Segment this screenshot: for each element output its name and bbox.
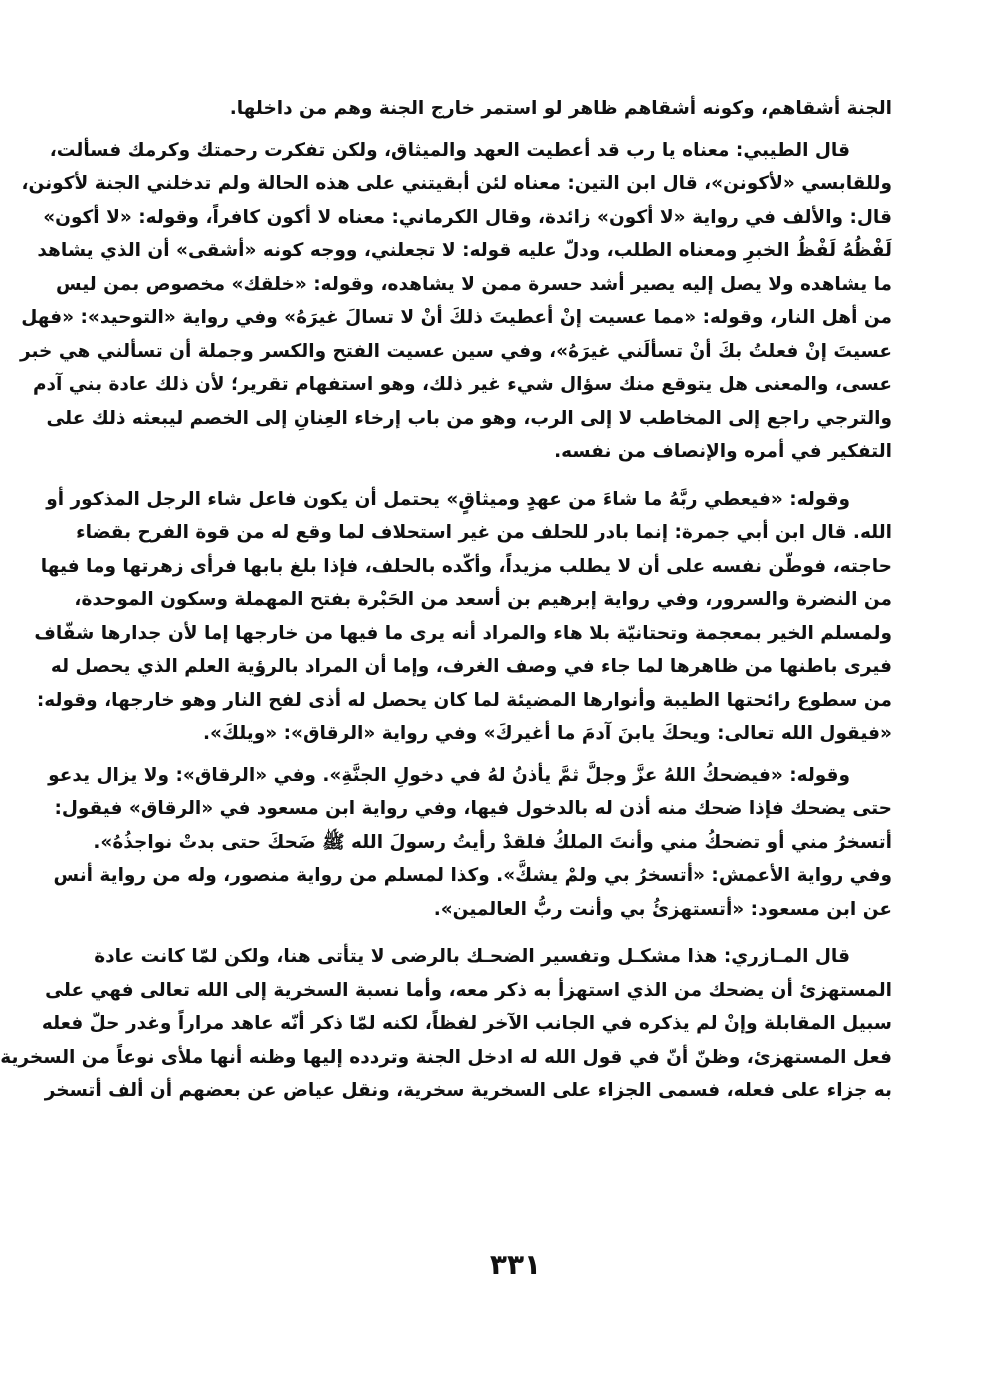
text-line: وفي رواية الأعمش: «أتسخرُ بي ولمْ يشكَّ». وكذا لمسلم من رواية منصور، وله من رواية أنس [53, 865, 892, 886]
paragraph-5 [0, 940, 892, 1108]
text-line: سبيل المقابلة وإنْ لم يذكره في الجانب الآخر لفظاً، لكنه لمّا ذكر أنّه عاهد مراراً وغدر حلّ فعله [41, 1013, 892, 1034]
text-line: وقوله: «فيعطي ربَّهُ ما شاءَ من عهدٍ وميثاقٍ» يحتمل أن يكون فاعل شاء الرجل المذكور أو [46, 488, 850, 510]
text-line: الله. قال ابن أبي جمرة: إنما بادر للحلف من غير استحلاف لما وقع له من قوة الفرح بقضاء [76, 522, 892, 543]
text-line: فعل المستهزئ، وظنّ أنّ في قول الله له ادخل الجنة وتردده إليها وظنه أنها ملأى نوعاً من السخرية [0, 1046, 892, 1068]
paragraph-4 [48, 759, 892, 927]
text-line: الجنة أشقاهم، وكونه أشقاهم ظاهر لو استمر خارج الجنة وهم من داخلها. [229, 98, 892, 119]
text-line: عسيتَ إنْ فعلتُ بكَ أنْ تسألَني غيرَهُ»، وفي سين عسيت الفتح والكسر وجملة أن تسألني هي خبر [19, 340, 892, 362]
text-line: حتى يضحك فإذا ضحك منه أذن له بالدخول فيها، وفي رواية ابن مسعود في «الرقاق» فيقول: [54, 798, 892, 819]
text-line: ما يشاهده ولا يصل إليه يصير أشد حسرة ممن لا يشاهده، وقوله: «خلقك» مخصوص بمن ليس [56, 273, 892, 295]
text-line: من النضرة والسرور، وفي رواية إبرهيم بن أسعد من الحَبْرة بفتح المهملة وسكون الموحدة، [74, 589, 892, 610]
text-line: قال المـازري: هذا مشكـل وتفسير الضحـك بالرضى لا يتأتى هنا، ولكن لمّا كانت عادة [94, 946, 850, 967]
text-line: فيرى باطنها من ظاهرها لما جاء في وصف الغرف، وإما أن المراد بالرؤية العلم الذي يحصل له [50, 656, 892, 677]
text-line: وقوله: «فيضحكُ اللهُ عزَّ وجلَّ ثمَّ يأذنُ لهُ في دخولِ الجنَّةِ». وفي «الرقاق»: ولا يزال يدعو [48, 764, 850, 786]
page-number: ٣٣١ [489, 1248, 542, 1281]
text-line: لَفْظُهُ لَفْظُ الخبرِ ومعناه الطلب، ودلّ عليه قوله: لا تجعلني، ووجه كونه «أشقى» أن الذي يشاهد [37, 240, 892, 261]
text-line: به جزاء على فعله، فسمى الجزاء على السخرية سخرية، ونقل عياض عن بعضهم أن ألف أتسخر [44, 1080, 892, 1101]
paragraph-3 [34, 483, 892, 751]
text-line: ولمسلم الخير بمعجمة وتحتانيّة بلا هاء والمراد أنه يرى ما فيها من خارجها إما لأن جدارها شفّاف [34, 622, 892, 644]
text-line: من سطوع رائحتها الطيبة وأنوارها المضيئة لما كان يحصل له أذى لفح النار وهو خارجها، وقوله: [36, 689, 892, 711]
text-line: المستهزئ أن يضحك من الذي استهزأ به ذكر معه، وأما نسبة السخرية إلى الله تعالى فهي على [45, 979, 892, 1001]
text-line: عن ابن مسعود: «أتستهزئُ بي وأنت ربُّ العالمين». [433, 898, 892, 920]
text-line: من أهل النار، وقوله: «مما عسيت إنْ أعطيتَ ذلكَ أنْ لا تسالَ غيرَهُ» وفي رواية «التوحيد»: «فهل [21, 307, 892, 328]
paragraph-1 [139, 92, 892, 126]
paragraph-2 [19, 134, 892, 469]
text-line: قال: والألف في رواية «لا أكون» زائدة، وقال الكرماني: معناه لا أكون كافراً، وقوله: «لا أكون» [43, 206, 892, 228]
text-line: «فيقول الله تعالى: ويحكَ يابنَ آدمَ ما أغيركَ» وفي رواية «الرقاق»: «ويلكَ». [203, 723, 892, 744]
text-line: أتسخرُ مني أو تضحكُ مني وأنتَ الملكُ فلقدْ رأيتُ رسولَ الله ﷺ ضَحكَ حتى بدتْ نواجذُهُ». [93, 831, 892, 853]
text-line: والترجي راجع إلى المخاطب لا إلى الرب، وهو من باب إرخاء العِنانِ إلى الخصم ليبعثه ذلك على [46, 407, 892, 429]
text-line: حاجته، فوطّن نفسه على أن لا يطلب مزيداً، وأكّده بالحلف، فإذا بلغ بابها فرأى زهرتها وما فيها [40, 555, 892, 577]
page-body [0, 92, 892, 1116]
text-line: عسى، والمعنى هل يتوقع منك سؤال شيء غير ذلك، وهو استفهام تقرير؛ لأن ذلك عادة بني آدم [32, 374, 892, 395]
text-line: قال الطيبي: معناه يا رب قد أعطيت العهد والميثاق، ولكن تفكرت رحمتك وكرمك فسألت، [49, 139, 850, 161]
text-line: التفكير في أمره والإنصاف من نفسه. [554, 441, 892, 462]
text-line: وللقابسي «لأكونن»، قال ابن التين: معناه لئن أبقيتني على هذه الحالة ولم تدخلني الجنة لأكونن، [21, 173, 892, 194]
